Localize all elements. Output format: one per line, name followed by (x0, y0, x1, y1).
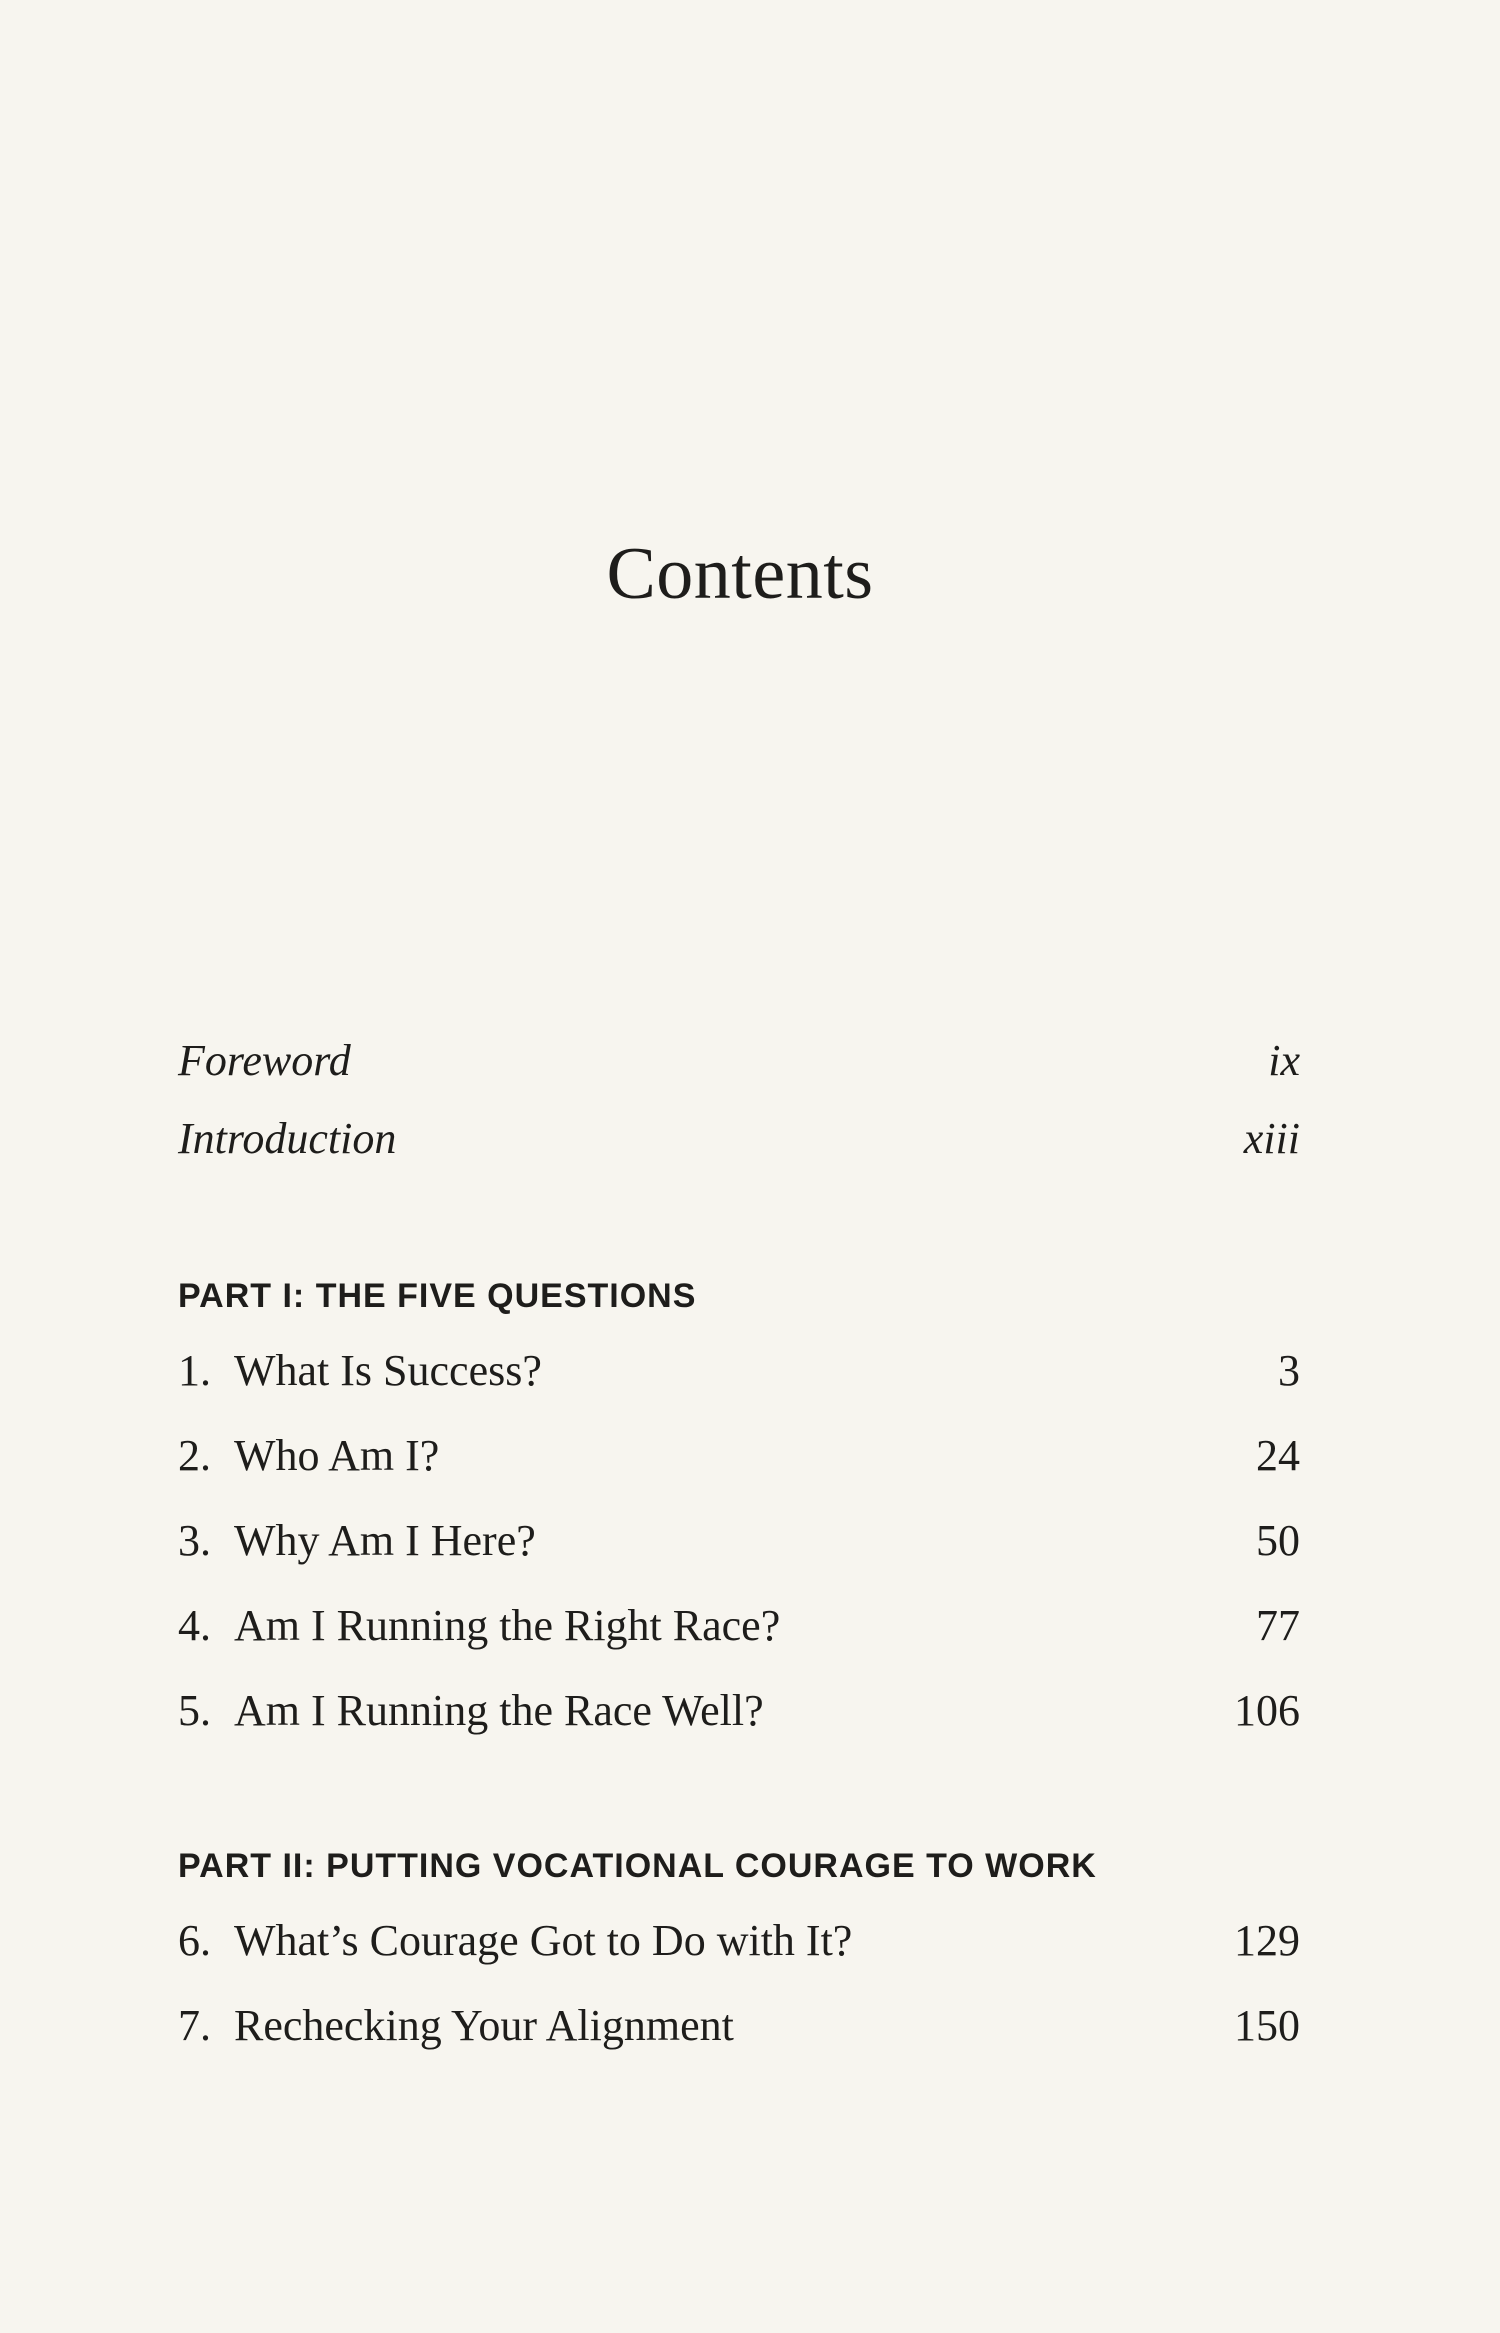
chapter-title: Am I Running the Race Well? (234, 1686, 764, 1735)
toc-entry-chapter-4[interactable] (178, 1600, 1300, 1670)
toc-entry-chapter-5[interactable] (178, 1685, 1300, 1755)
toc-entry-label (178, 1685, 764, 1736)
toc-entry-page: 3 (1278, 1346, 1300, 1395)
chapter-title: Am I Running the Right Race? (234, 1601, 781, 1650)
chapter-title: Who Am I? (234, 1431, 440, 1480)
toc-entry-label (178, 1915, 852, 1966)
toc-entry-chapter-6[interactable] (178, 1915, 1300, 1985)
toc-entry-label: Foreword (178, 1036, 351, 1085)
toc-entry-label (178, 2000, 734, 2051)
chapter-number: 7. (178, 2001, 211, 2050)
toc-entry-foreword[interactable] (178, 1035, 1300, 1105)
toc-entry-chapter-1[interactable] (178, 1345, 1300, 1415)
toc-entry-label (178, 1345, 542, 1396)
toc-entry-label (178, 1515, 536, 1566)
toc-entry-page: 129 (1234, 1916, 1300, 1965)
chapter-number: 6. (178, 1916, 211, 1965)
toc-entry-page: xiii (1243, 1114, 1300, 1163)
toc-entry-chapter-7[interactable] (178, 2000, 1300, 2070)
toc-entry-label (178, 1430, 439, 1481)
toc-entry-page: 150 (1234, 2001, 1300, 2050)
toc-entry-introduction[interactable] (178, 1113, 1300, 1183)
chapter-number: 5. (178, 1686, 211, 1735)
page-title: Contents (606, 533, 874, 615)
chapter-title: Rechecking Your Alignment (234, 2001, 734, 2050)
chapter-number: 2. (178, 1431, 211, 1480)
chapter-title: Why Am I Here? (234, 1516, 536, 1565)
chapter-title: What’s Courage Got to Do with It? (234, 1916, 853, 1965)
chapter-number: 3. (178, 1516, 211, 1565)
toc-entry-page: 106 (1234, 1686, 1300, 1735)
toc-entry-page: ix (1268, 1036, 1300, 1085)
toc-entry-chapter-2[interactable] (178, 1430, 1300, 1500)
toc-entry-label: Introduction (178, 1114, 397, 1163)
toc-entry-page: 50 (1256, 1516, 1300, 1565)
toc-entry-page: 77 (1256, 1601, 1300, 1650)
toc-entry-chapter-3[interactable] (178, 1515, 1300, 1585)
toc-entry-label (178, 1600, 780, 1651)
part-heading-2: PART II: PUTTING VOCATIONAL COURAGE TO WORK (178, 1847, 1097, 1885)
part-heading-1: PART I: THE FIVE QUESTIONS (178, 1277, 697, 1315)
chapter-number: 4. (178, 1601, 211, 1650)
chapter-title: What Is Success? (234, 1346, 542, 1395)
toc-entry-page: 24 (1256, 1431, 1300, 1480)
chapter-number: 1. (178, 1346, 211, 1395)
